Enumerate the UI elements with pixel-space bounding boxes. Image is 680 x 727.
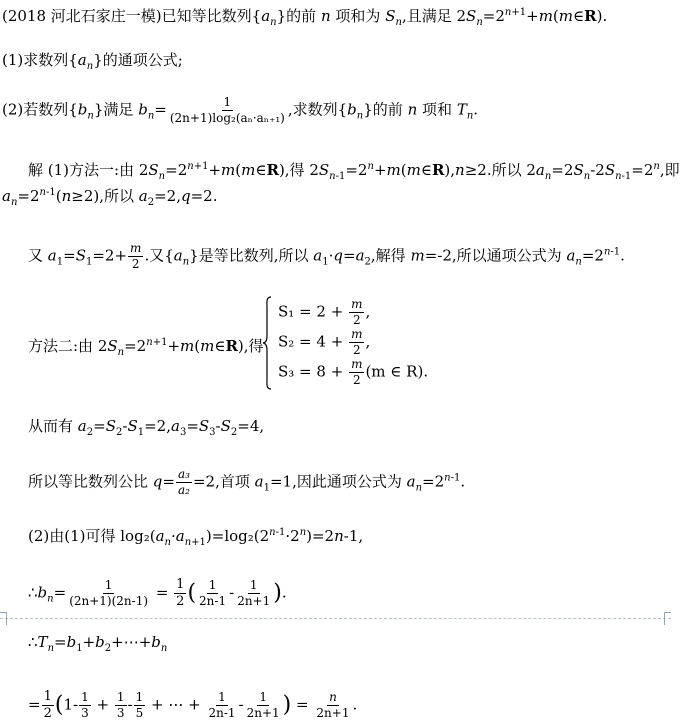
text: ,求数列 <box>287 100 338 119</box>
text: =2+ <box>92 246 128 265</box>
text: ,即 <box>659 161 680 179</box>
fraction-numerator: 1 <box>218 690 226 704</box>
fraction-numerator: m <box>130 241 142 255</box>
fraction-bn-product <box>67 579 150 608</box>
fraction-numerator: a₃ <box>177 467 190 481</box>
text: =2. <box>190 187 218 205</box>
text: + <box>526 7 539 25</box>
text: =2 <box>165 161 188 179</box>
page-break-rule <box>0 618 671 619</box>
text: = <box>54 633 67 651</box>
text: S₂ = 4 + <box>278 332 344 351</box>
fraction-numerator: 1 <box>43 689 52 704</box>
text: ∴ <box>28 633 38 651</box>
text: =2, <box>154 187 181 205</box>
fraction-denominator: 2n-1 <box>199 594 227 608</box>
text: =2 <box>422 472 445 491</box>
fraction-a3-over-a2 <box>176 468 192 497</box>
text: + ⋯ + <box>151 695 201 714</box>
solution-line-3: 又 $a_1=S_1=2+$ $\frac{m}{2}$ .又$\{a_n\}$是等比数列,所以 $a_1\cdot q=a_2$,解得 m=-2,所以通项公式为 $a_n=2^{n-1}$. <box>28 241 625 271</box>
right-paren: ) <box>282 692 292 718</box>
fraction-denominator: 2 <box>352 343 361 357</box>
text: ( <box>55 187 62 205</box>
system-row-2 <box>278 328 370 357</box>
text: = <box>343 246 356 265</box>
text: =2 <box>345 161 368 179</box>
fraction-m-over-2 <box>349 328 364 357</box>
text: )=log₂(2 <box>205 527 270 545</box>
text: 是等比数列,所以 <box>198 246 309 265</box>
text: ),得 <box>237 337 264 355</box>
text: + <box>96 695 110 714</box>
solution-line-4: 从而有 $a_2=S_2-S_1=2,a_3=S_3-S_2=4$, <box>28 417 265 438</box>
fraction-denominator: 2n+1 <box>237 594 271 608</box>
fraction-denominator: 2 <box>176 594 185 609</box>
text: (2)若数列 <box>2 100 69 119</box>
text: ∈ <box>420 161 432 179</box>
fraction-numerator: m <box>351 357 363 371</box>
text: ), <box>444 161 456 179</box>
text: 的通项公式; <box>102 51 183 69</box>
fraction-one-fifth <box>134 691 146 720</box>
problem-part1: (1)求数列$\{a_n\}$的通项公式; <box>2 51 183 72</box>
solution-method-two: 方法二:由 $2S_n=2^{n+1}+m(m\in R)$,得 <box>28 337 264 358</box>
text: =1,因此通项公式为 <box>269 472 402 491</box>
solution-line-7: $\therefore b_n=$ $\frac{1}{(2n+1)(2n-1)}$ = $\frac{1}{2}$ ( $\frac{1}{2n-1}$ - $\frac{1}{2n+1}$ ). <box>28 577 287 609</box>
text: 方法二:由 2 <box>28 337 108 355</box>
equation-system <box>262 296 482 390</box>
text: (1)求数列 <box>2 51 69 69</box>
fraction-numerator: 1 <box>259 690 267 704</box>
left-brace-icon <box>262 296 272 390</box>
fraction-denominator: 2n+1 <box>316 706 350 720</box>
text: 满足 <box>103 100 134 119</box>
left-paren: ( <box>187 580 197 606</box>
problem-statement: (2018 河北石家庄一模)已知等比数列$\{a_n\}$的前 n 项和为 $S_n$,且满足 $2S_n=2^{n+1}+m(m\in R)$. <box>2 7 608 28</box>
text: + <box>373 161 387 179</box>
fraction-denominator: 2 <box>352 373 361 387</box>
text: . <box>281 583 287 602</box>
fraction-bn <box>168 96 287 125</box>
text: , <box>365 332 371 351</box>
fraction-denominator: 5 <box>135 706 144 720</box>
text: 从而有 <box>28 417 74 435</box>
text: ( <box>400 161 407 179</box>
left-paren: ( <box>54 692 64 718</box>
text: -1, <box>343 527 364 545</box>
text: ),得 2 <box>278 161 319 179</box>
text: ≥2.所以 2 <box>464 161 536 179</box>
text: = <box>53 583 67 602</box>
text: , <box>365 302 371 321</box>
text: ). <box>596 7 608 25</box>
fraction-denominator: 2 <box>352 313 361 327</box>
text: 又 <box>28 246 44 265</box>
text: = <box>162 472 175 491</box>
fraction-one-half <box>174 578 186 609</box>
fraction-numerator: 1 <box>208 578 217 592</box>
text: 解 (1)方法一:由 2 <box>28 161 149 179</box>
text: = <box>155 583 169 602</box>
fraction-denominator: 2 <box>43 706 52 721</box>
fraction-m-over-2 <box>349 358 364 387</box>
text: . <box>352 695 358 714</box>
fraction-denominator: 2n-1 <box>208 706 236 720</box>
text: = <box>93 417 106 435</box>
real-set-symbol: R <box>584 7 597 25</box>
text: · <box>170 527 176 545</box>
solution-line-6: (2)由(1)可得 $\log_2(a_n\cdot a_{n+1})=\log_2(2^{n-1}\cdot 2^n)=2n-1$, <box>28 527 364 548</box>
fraction-denominator: 2n+1 <box>246 706 280 720</box>
real-set-symbol: R <box>225 337 238 355</box>
text: 所以等比数列公比 <box>28 472 149 491</box>
fraction-numerator: n <box>329 690 337 704</box>
text: 1- <box>63 695 79 714</box>
real-set-symbol: R <box>431 161 445 179</box>
text: = <box>186 417 199 435</box>
fraction-numerator: 1 <box>223 95 232 109</box>
text: (2)由(1)可得 log₂( <box>28 527 156 545</box>
text: ≥2),所以 <box>71 187 134 205</box>
fraction-over-2n-plus-1 <box>245 691 282 720</box>
text: =2 <box>581 246 604 265</box>
solution-line-5: 所以等比数列公比 q= $\frac{\text{a₃}}{\text{a₂}}$ =2,首项 $a_1=1$,因此通项公式为 $a_n=2^{n-1}$. <box>28 467 466 497</box>
fraction-one-third <box>115 691 127 720</box>
text: + <box>208 161 222 179</box>
fraction-denominator: (2n+1)log₂(aₙ·aₙ₊₁) <box>169 111 285 125</box>
text: =2 <box>631 161 654 179</box>
fraction-denominator: 2 <box>131 257 140 271</box>
fraction-one-half <box>42 690 54 721</box>
fraction-numerator: m <box>351 327 363 341</box>
text: + <box>167 337 181 355</box>
fraction-denominator: (2n+1)(2n-1) <box>69 594 149 608</box>
text: - <box>122 417 128 435</box>
right-paren: ) <box>273 580 282 606</box>
text: - <box>229 583 235 602</box>
text: ∴ <box>28 583 38 602</box>
text: - <box>127 695 133 714</box>
fraction-over-2n-minus-1 <box>197 579 228 608</box>
text: =4, <box>237 417 265 435</box>
page-edge-marker-left <box>0 612 7 625</box>
text: =2 <box>17 187 40 205</box>
problem-part2: (2)若数列$\{b_n\}$满足 $b_n=$ $\frac{1}{\text{(2n+1)log₂(aₙ·aₙ₊₁)}}$ ,求数列$\{b_n\}$的前 n 项和 $T_n$. <box>2 95 479 125</box>
solution-line-1: 解 (1)方法一:由 $2S_n=2^{n+1}+m(m\in R)$,得 $2S_{n-1}=2^n+m(m\in R),n\ge 2$.所以 $2a_n=2S_n-2S_{n-1}=2^n$,即 <box>28 161 680 182</box>
fraction-numerator: 1 <box>81 690 89 704</box>
real-set-symbol: R <box>266 161 279 179</box>
text: 项和 <box>422 100 453 119</box>
text: (m ∈ R). <box>365 362 429 381</box>
solution-line-9: = $\frac{1}{2}$ (1- $\frac{1}{3}$ + $\frac{1}{3}$ - $\frac{1}{5}$ + ⋯ + $\frac{1}{2n-1}$ - $\frac{1}{2n+1}$ ) = $\frac{n}{2n+1}$ . <box>28 689 358 721</box>
text: 项和为 <box>335 7 381 25</box>
text: ( <box>194 337 201 355</box>
fraction-denominator: 3 <box>81 706 89 720</box>
text: ∈ <box>214 337 226 355</box>
text: ,解得 <box>370 246 406 265</box>
fraction-one-third <box>79 691 91 720</box>
fraction-numerator: 1 <box>116 690 125 704</box>
fraction-numerator: m <box>351 297 363 311</box>
text: ∈ <box>573 7 585 25</box>
text: ( <box>552 7 559 25</box>
text: =2 <box>124 337 147 355</box>
text: 已知等比数列 <box>161 7 252 25</box>
text: ·2 <box>285 527 300 545</box>
text: 的前 <box>286 7 317 25</box>
fraction-denominator: 3 <box>116 706 125 720</box>
text: =2,首项 <box>192 472 250 491</box>
text: ∈ <box>255 161 267 179</box>
solution-line-8: $\therefore T_n=b_1+b_2+\cdots+b_n$ <box>28 633 168 654</box>
fraction-m-over-2 <box>128 242 143 271</box>
text: -2 <box>590 161 605 179</box>
text: =2 <box>482 7 505 25</box>
text: - <box>215 417 221 435</box>
text: = <box>63 246 76 265</box>
fraction-numerator: 1 <box>135 690 144 704</box>
text: + <box>82 633 96 651</box>
text: ,且满足 2 <box>401 7 467 25</box>
text: - <box>238 695 244 714</box>
text: =2, <box>144 417 171 435</box>
problem-source: (2018 河北石家庄一模) <box>2 7 162 25</box>
text: .又 <box>144 246 165 265</box>
fraction-n-over-2n-plus-1 <box>314 691 351 720</box>
text: ( <box>235 161 242 179</box>
solution-line-2: $a_n=2^{n-1}(n\ge 2)$,所以 $a_2=2,q=2$. <box>2 187 218 208</box>
fraction-over-2n-plus-1 <box>235 579 272 608</box>
system-row-3 <box>278 358 428 387</box>
text: =2 <box>551 161 574 179</box>
text: )=2 <box>306 527 335 545</box>
system-row-1 <box>278 298 370 327</box>
text: =-2,所以通项公式为 <box>424 246 562 265</box>
fraction-numerator: 1 <box>249 578 258 592</box>
text: = <box>296 695 309 714</box>
fraction-m-over-2 <box>349 298 364 327</box>
text: S₁ = 2 + <box>278 302 344 321</box>
text: +⋯+ <box>111 633 152 651</box>
fraction-numerator: 1 <box>104 578 113 592</box>
page-edge-marker-right <box>664 612 671 625</box>
fraction-numerator: 1 <box>176 577 185 592</box>
text: S₃ = 8 + <box>278 362 344 381</box>
text: 的前 <box>372 100 403 119</box>
fraction-denominator: a₂ <box>177 483 190 497</box>
text: · <box>328 246 334 265</box>
fraction-over-2n-minus-1 <box>206 691 237 720</box>
